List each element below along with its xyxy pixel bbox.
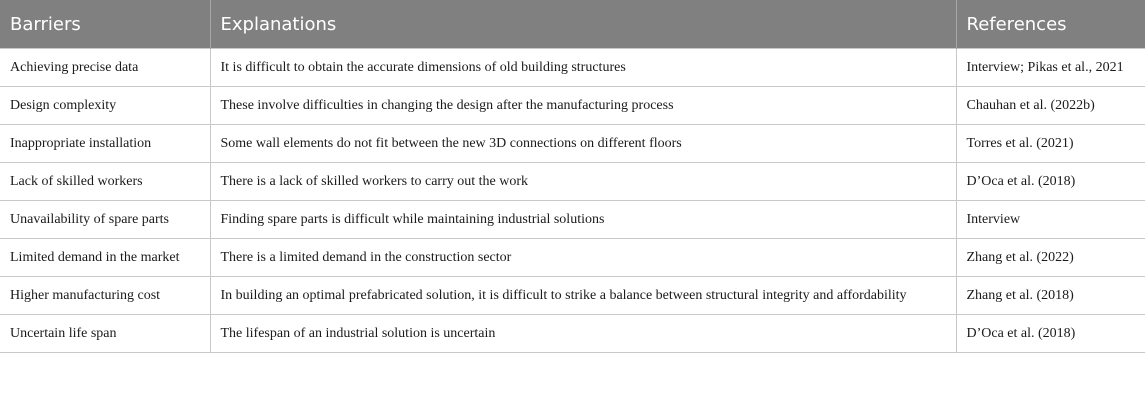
- header-references: References: [956, 0, 1145, 49]
- cell-barrier: Design complexity: [0, 87, 210, 125]
- cell-barrier: Limited demand in the market: [0, 239, 210, 277]
- cell-explanation: Finding spare parts is difficult while maintaining industrial solutions: [210, 201, 956, 239]
- cell-reference: D’Oca et al. (2018): [956, 315, 1145, 353]
- cell-explanation: It is difficult to obtain the accurate dimensions of old building structures: [210, 49, 956, 87]
- cell-reference: Chauhan et al. (2022b): [956, 87, 1145, 125]
- cell-barrier: Uncertain life span: [0, 315, 210, 353]
- table-header: [0, 0, 1145, 49]
- table-row: [0, 163, 1145, 201]
- cell-barrier: Lack of skilled workers: [0, 163, 210, 201]
- cell-reference: Zhang et al. (2022): [956, 239, 1145, 277]
- cell-explanation: These involve difficulties in changing the design after the manufacturing process: [210, 87, 956, 125]
- cell-explanation: There is a limited demand in the construction sector: [210, 239, 956, 277]
- cell-reference: Interview; Pikas et al., 2021: [956, 49, 1145, 87]
- cell-barrier: Achieving precise data: [0, 49, 210, 87]
- cell-barrier: Higher manufacturing cost: [0, 277, 210, 315]
- cell-explanation: Some wall elements do not fit between the new 3D connections on different floors: [210, 125, 956, 163]
- cell-reference: D’Oca et al. (2018): [956, 163, 1145, 201]
- header-explanations: Explanations: [210, 0, 956, 49]
- table-body: [0, 49, 1145, 353]
- header-barriers: Barriers: [0, 0, 210, 49]
- table-row: [0, 49, 1145, 87]
- cell-explanation: The lifespan of an industrial solution is uncertain: [210, 315, 956, 353]
- cell-explanation: There is a lack of skilled workers to carry out the work: [210, 163, 956, 201]
- table-row: [0, 87, 1145, 125]
- table-row: [0, 201, 1145, 239]
- header-row: [0, 0, 1145, 49]
- cell-barrier: Inappropriate installation: [0, 125, 210, 163]
- cell-reference: Interview: [956, 201, 1145, 239]
- table-row: [0, 277, 1145, 315]
- cell-explanation: In building an optimal prefabricated solution, it is difficult to strike a balance between structural integrity and affordability: [210, 277, 956, 315]
- table-row: [0, 315, 1145, 353]
- cell-reference: Torres et al. (2021): [956, 125, 1145, 163]
- cell-reference: Zhang et al. (2018): [956, 277, 1145, 315]
- table-row: [0, 239, 1145, 277]
- table-row: [0, 125, 1145, 163]
- cell-barrier: Unavailability of spare parts: [0, 201, 210, 239]
